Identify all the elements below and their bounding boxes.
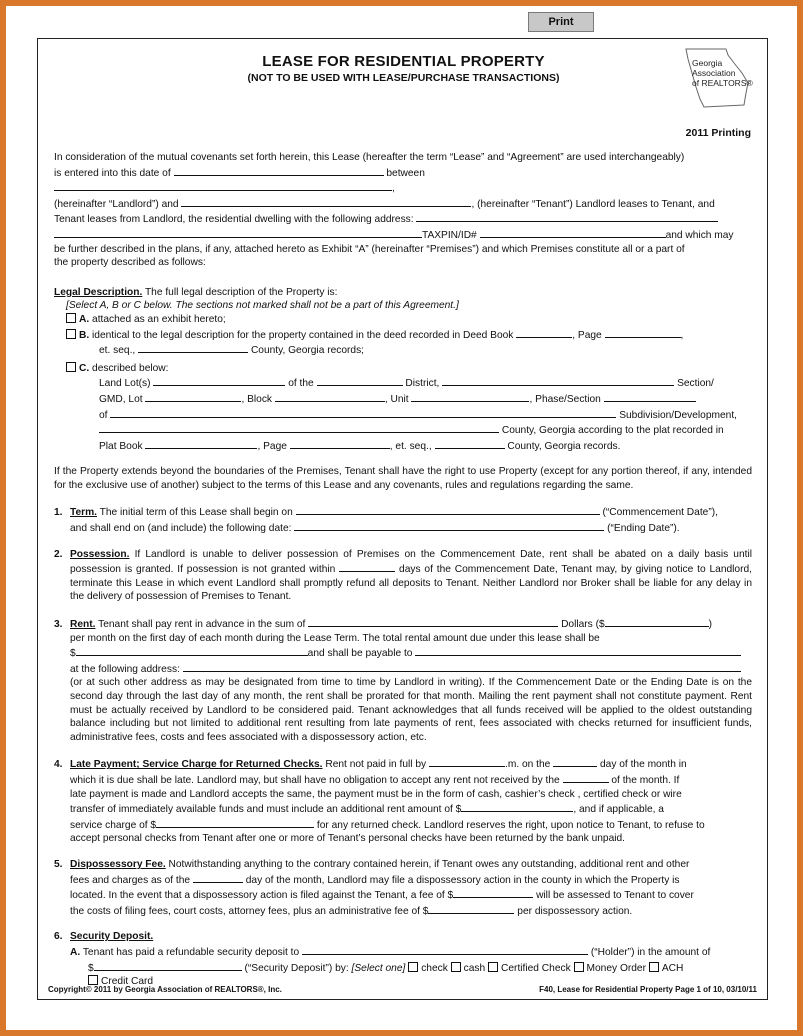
date-field[interactable] xyxy=(174,165,384,176)
deposit-amount-field[interactable] xyxy=(94,960,242,971)
et-seq-field[interactable] xyxy=(435,438,505,449)
plat-book-field[interactable] xyxy=(145,438,257,449)
intro-line: In consideration of the mutual covenants set forth herein, this Lease (hereafter the term “Lease” and “Agreement” are used interchangeably) xyxy=(54,152,685,163)
intro-line: be further described in the plans, if any, attached hereto as Exhibit “A” (hereinafter “Premises”) and which Premises constitute all or a part of xyxy=(54,243,685,255)
document-page xyxy=(37,38,768,1000)
dispossessory-fee-field[interactable] xyxy=(453,887,533,898)
check-checkbox[interactable] xyxy=(408,962,418,972)
unit-field[interactable] xyxy=(411,391,529,402)
intro-line: Tenant leases from Landlord, the residential dwelling with the following address: xyxy=(54,211,752,227)
holder-field[interactable] xyxy=(302,944,588,955)
option-c-checkbox[interactable] xyxy=(66,362,76,372)
commencement-date-field[interactable] xyxy=(296,504,600,515)
late-time-field[interactable] xyxy=(429,756,505,767)
rent-amount-field[interactable] xyxy=(605,616,709,627)
dispossessory-day-field[interactable] xyxy=(193,872,243,883)
intro-line: (hereinafter “Landlord”) and , (hereinafter “Tenant”) Landlord leases to Tenant, and xyxy=(54,196,752,212)
option-a: A. attached as an exhibit hereto; xyxy=(54,313,752,327)
option-c: C. described below: xyxy=(54,362,752,376)
option-b: B. identical to the legal description for the property contained in the deed recorded in Deed Book , Page , xyxy=(54,327,752,343)
late-fee-field[interactable] xyxy=(461,801,573,812)
lease-body xyxy=(54,151,752,989)
address-field[interactable] xyxy=(416,211,718,222)
section-term: 1. Term. The initial term of this Lease shall begin on (“Commencement Date”), and shall end on (and include) the following date: (“Ending Date”). xyxy=(54,504,752,535)
section-dispossessory: 5. Dispossessory Fee. Notwithstanding anything to the contrary contained herein, if Tenant owes any outstanding, additional rent and other fees and charges as of the day of the month, Landlord may file a dispossessory action in the county in which the Property is located. In the event that a dispossessory action is filed against the Tenant, a fee of $ will be assessed to Tenant to cover the costs of filing fees, court costs, attorney fees, plus an administrative fee of $ per dispossessory action. xyxy=(54,858,694,917)
credit-card-checkbox[interactable] xyxy=(88,975,98,985)
section-security-deposit: 6. Security Deposit. A. Tenant has paid a refundable security deposit to (“Holder”) in the amount of $ (“Security Deposit”) by: [Select one] check cash Certified Check Money Order ACH Credit Card xyxy=(54,931,711,988)
lot-field[interactable] xyxy=(145,391,241,402)
intro-line: TAXPIN/ID# and which may xyxy=(54,227,752,243)
district-number-field[interactable] xyxy=(317,375,403,386)
taxpin-field[interactable] xyxy=(480,227,666,238)
block-field[interactable] xyxy=(275,391,385,402)
option-c-line: of Subdivision/Development, xyxy=(54,407,752,423)
certified-check-checkbox[interactable] xyxy=(488,962,498,972)
landlord-name-field[interactable] xyxy=(54,180,392,191)
address-field-2[interactable] xyxy=(54,227,422,238)
option-c-line: Land Lot(s) of the District, Section/ xyxy=(54,375,752,391)
returned-check-fee-field[interactable] xyxy=(156,817,314,828)
option-b-checkbox[interactable] xyxy=(66,329,76,339)
subdivision-field[interactable] xyxy=(110,407,616,418)
option-b-cont: et. seq., County, Georgia records; xyxy=(54,342,752,358)
extends-clause: If the Property extends beyond the boundaries of the Premises, Tenant shall have the right to use Property (except for any portion thereof, if any, intended for the exclusive use of another) subject to the terms of this Lease and any covenants, rules and regulations regarding the same. xyxy=(54,466,752,491)
admin-fee-field[interactable] xyxy=(428,903,514,914)
phase-field[interactable] xyxy=(604,391,696,402)
payment-address-field[interactable] xyxy=(183,661,741,672)
deed-book-field[interactable] xyxy=(516,327,572,338)
section-late-payment: 4. Late Payment; Service Charge for Returned Checks. Rent not paid in full by .m. on the day of the month in which it is due shall be late. Landlord may, but shall have no obligation to accept any rent not received by the of the month. If late payment is made and Landlord accepts the same, the payment must be in the form of cash, cashier’s check , certified check or wire transfer of immediately available funds and must include an additional rent amount of $ , and if applicable, a service charge of $ for any returned check. Landlord reserves the right, upon notice to Tenant, to refuse to accept personal checks from Tenant after one or more of Tenant’s personal checks have been returned by the bank unpaid. xyxy=(54,756,752,846)
section-rent: 3. Rent. Tenant shall pay rent in advance in the sum of Dollars ($ ) per month on the first day of each month during the Lease Term. The total rental amount due under this lease shall be $ and shall be payable to at the following address: (or at such other address as may be designated from time to time by Landlord in writing). If the Commencement Date or the Ending Date is on the second day through the last day of any month, the rent shall be prorated for that month. Mailing the rent payment shall not constitute payment. Rent must be actually received by Landlord to be considered paid. Tenant acknowledges that all funds received will be applied to the oldest outstanding balance including but not limited to additional rent resulting from late payments of rent, fees associated with checks returned for insufficient funds, administrative fees, costs and fees associated with a dispossessory action, etc. xyxy=(54,616,752,744)
plat-page-field[interactable] xyxy=(290,438,390,449)
late-accept-day-field[interactable] xyxy=(563,772,609,783)
cash-checkbox[interactable] xyxy=(451,962,461,972)
print-button[interactable]: Print xyxy=(528,12,594,32)
document-subtitle: (NOT TO BE USED WITH LEASE/PURCHASE TRANSACTIONS) xyxy=(247,72,560,84)
land-lot-field[interactable] xyxy=(153,375,285,386)
option-c-line: Plat Book , Page , et. seq., County, Georgia records. xyxy=(54,438,752,454)
money-order-checkbox[interactable] xyxy=(574,962,584,972)
district-field[interactable] xyxy=(442,375,674,386)
option-a-checkbox[interactable] xyxy=(66,313,76,323)
ending-date-field[interactable] xyxy=(294,520,604,531)
printing-year: 2011 Printing xyxy=(685,127,751,139)
plat-county-field[interactable] xyxy=(99,422,499,433)
gar-logo xyxy=(682,47,754,109)
section-possession: 2. Possession. If Landlord is unable to deliver possession of Premises on the Commencement Date, rent shall be abated on a daily basis until possession is granted. If possession is not granted within days of the Commencement Date, Tenant may, by giving notice to Landlord, terminate this Lease in which event Landlord shall promptly refund all deposits to Tenant. Neither Landlord nor Broker shall be liable for any delay in the delivery of possession of Premises to Tenant. xyxy=(54,548,752,603)
option-c-line: County, Georgia according to the plat recorded in xyxy=(54,422,752,438)
tenant-name-field[interactable] xyxy=(181,196,471,207)
page-field[interactable] xyxy=(605,327,681,338)
legal-select-note: [Select A, B or C below. The sections not marked shall not be a part of this Agreement.] xyxy=(66,300,459,312)
option-c-line: GMD, Lot , Block , Unit , Phase/Section xyxy=(54,391,752,407)
footer-copyright: Copyright© 2011 by Georgia Association of REALTORS®, Inc. xyxy=(48,985,282,994)
ach-checkbox[interactable] xyxy=(649,962,659,972)
payee-field[interactable] xyxy=(415,645,741,656)
rent-words-field[interactable] xyxy=(308,616,558,627)
intro-line: the property described as follows: xyxy=(54,257,206,269)
late-day-field[interactable] xyxy=(553,756,597,767)
possession-days-field[interactable] xyxy=(339,561,395,572)
county-field[interactable] xyxy=(138,342,248,353)
document-title: LEASE FOR RESIDENTIAL PROPERTY xyxy=(262,53,545,70)
legal-description: Legal Description. The full legal description of the Property is: xyxy=(54,286,338,298)
logo-text: Georgia Association of REALTORS® xyxy=(692,58,753,88)
footer-page-info: F40, Lease for Residential Property Page 1 of 10, 03/10/11 xyxy=(539,985,757,994)
total-rent-field[interactable] xyxy=(76,645,308,656)
intro-line: is entered into this date of between , xyxy=(54,165,752,196)
